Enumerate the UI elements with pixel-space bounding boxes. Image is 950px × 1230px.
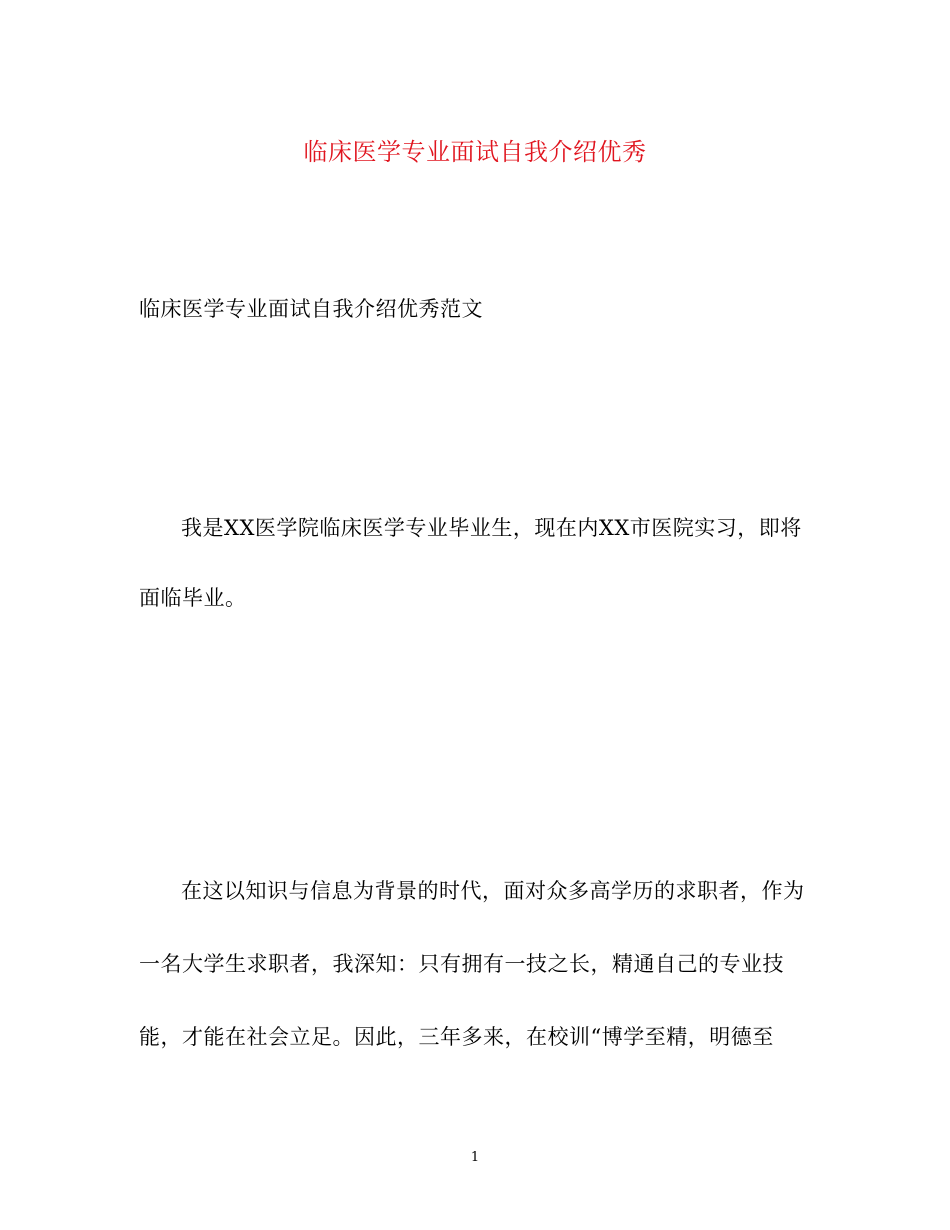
document-title: 临床医学专业面试自我介绍优秀 [303,138,647,166]
page-number: 1 [470,1150,480,1165]
document-subtitle: 临床医学专业面试自我介绍优秀范文 [139,297,483,321]
paragraph-line: 一名大学生求职者，我深知：只有拥有一技之长，精通自己的专业技 [139,952,784,976]
paragraph-line: 面临毕业。 [139,586,247,610]
paragraph-line: 我是XX医学院临床医学专业毕业生，现在内XX市医院实习，即将 [181,516,802,540]
paragraph-line: 能，才能在社会立足。因此，三年多来，在校训“博学至精，明德至 [139,1025,774,1049]
paragraph-line: 在这以知识与信息为背景的时代，面对众多高学历的求职者，作为 [181,879,805,903]
